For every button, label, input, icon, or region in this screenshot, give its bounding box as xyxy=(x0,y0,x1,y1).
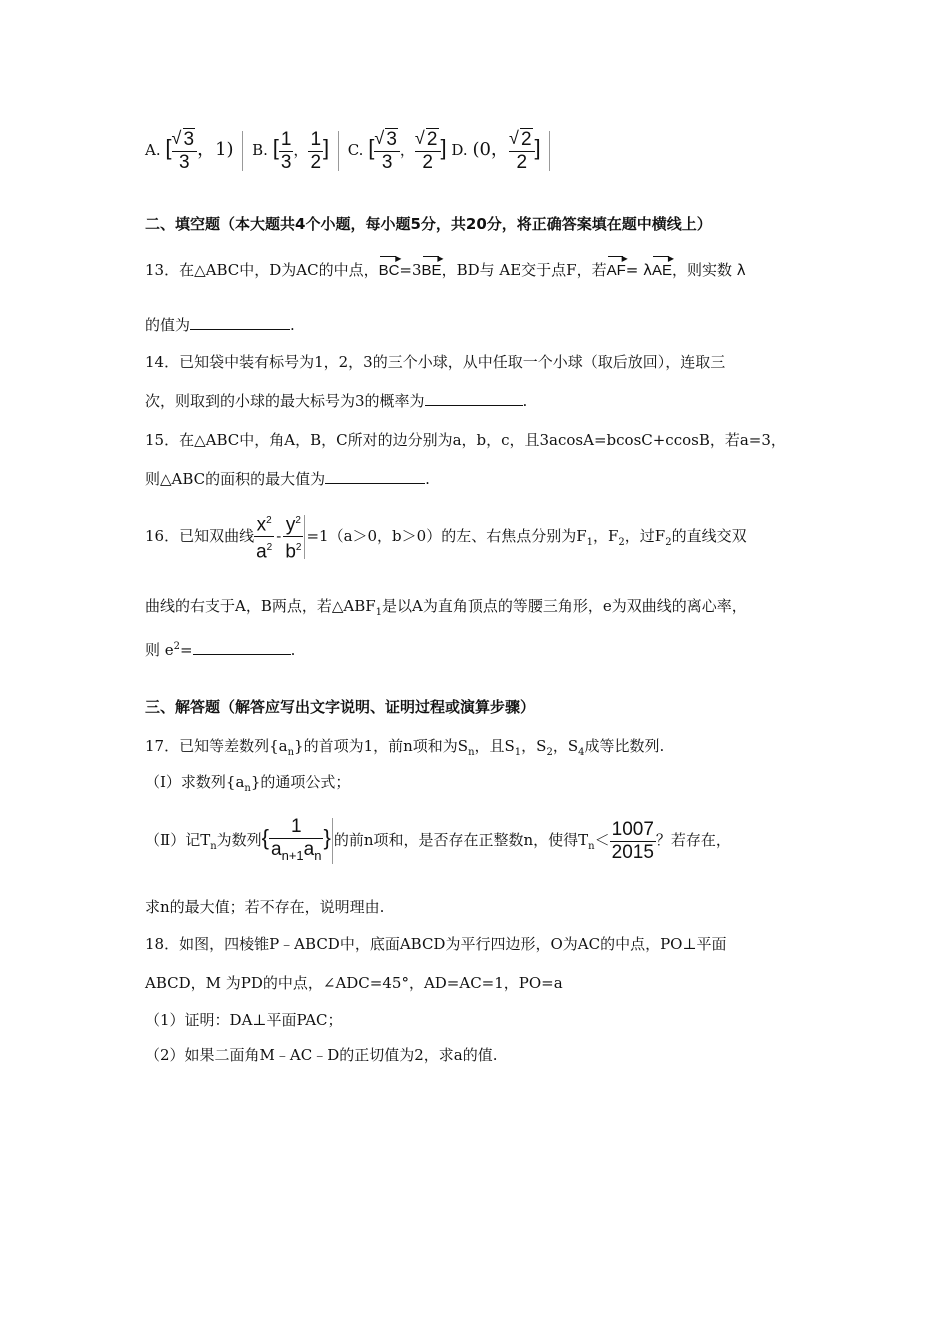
question-15-line-1: 15．在△ABC中，角A，B，C所对的边分别为a，b，c，且3acosA=bcosC+ccosB，若a=3， xyxy=(145,431,786,449)
question-16-line-2: 曲线的右支于A，B两点，若$\triangle ABF_1$是以A为直角顶点的等腰三角形，e为双曲线的离心率， xyxy=(145,597,747,618)
fraction-1007-2015: $\frac{1007}{2015}$ xyxy=(611,818,654,863)
question-16: 16．已知双曲线 $\frac{x^2}{a^2}$ - $\frac{y^2}{b^2}$ =1（a＞0，b＞0）的左、右焦点分别为$F_1$，$F_2$，过$F_2$的直线交双 xyxy=(145,510,747,568)
question-18-sub-2: （2）如果二面角M﹣AC﹣D的正切值为2，求a的值. xyxy=(145,1046,498,1064)
fraction-x2-a2: $\frac{x^2}{a^2}$ xyxy=(254,510,274,564)
question-14-line-2: 次，则取到的小球的最大标号为3的概率为 . xyxy=(145,392,528,410)
section-2-heading: 二、填空题（本大题共4个小题，每小题5分，共20分，将正确答案填在题中横线上） xyxy=(145,215,712,233)
section-3-heading: 三、解答题（解答应写出文字说明、证明过程或演算步骤） xyxy=(145,698,536,716)
question-15-line-2: 则△ABC的面积的最大值为 . xyxy=(145,470,430,488)
separator xyxy=(549,131,550,171)
separator xyxy=(242,131,243,171)
option-b-fraction-2: $\frac{1}{2}$ xyxy=(310,128,322,173)
question-17-line-last: 求n的最大值；若不存在，说明理由. xyxy=(145,898,385,916)
option-b-fraction-1: $\frac{1}{3}$ xyxy=(280,128,292,173)
question-13: 13．在△ABC中，D为AC的中点，BC ▶=3BE ▶，BD与 AE交于点F，若AF ▶= λAE ▶，则实数 λ xyxy=(145,253,746,281)
option-a-fraction: √ $\frac{3}{3}$ xyxy=(172,129,198,174)
question-18-line-2: ABCD，M 为PD的中点，∠ADC=45°，AD=AC=1，PO=a xyxy=(145,974,563,992)
question-17-part-2: （Ⅱ）记$T_n$为数列{ $\frac{1}{a_{n+1}a_n}$ } 的前n项和，是否存在正整数n，使得$T_n<$ $\frac{1007}{2015}$ ？若存在， xyxy=(145,810,731,875)
option-d-label: D. xyxy=(451,141,468,159)
question-18-sub-1: （1）证明：DA⊥平面PAC； xyxy=(145,1011,343,1029)
separator xyxy=(338,131,339,171)
option-d-fraction: √ $\frac{2}{2}$ xyxy=(509,129,535,174)
fraction-y2-b2: $\frac{y^2}{b^2}$ xyxy=(283,510,303,564)
fraction-reciprocal-an: $\frac{1}{a_{n+1}a_n}$ xyxy=(271,815,322,863)
question-16-line-3: 则 $e^2=$ . xyxy=(145,641,296,659)
answer-blank[interactable] xyxy=(193,640,291,655)
q12-options: A. [ √ $\frac{3}{3}$ ，1) B. [ $\frac{1}{3}$ ， $\frac{1}{2}$ ] C. [ √ $\frac{3}{3}$ ， √ $\frac{2}{2}$ ] D. (0， √ $\frac{2}{2}$ ] xyxy=(145,128,554,174)
option-c-fraction-1: √ $\frac{3}{3}$ xyxy=(374,129,400,174)
option-b-label: B. xyxy=(252,141,268,159)
question-17-part-1: （Ⅰ）求数列$\{a_n\}$的通项公式； xyxy=(145,773,351,794)
question-14-line-1: 14．已知袋中装有标号为1，2，3的三个小球，从中任取一个小球（取后放回），连取三 xyxy=(145,353,726,371)
answer-blank[interactable] xyxy=(190,315,290,330)
vector-af: AF ▶ xyxy=(607,253,626,281)
question-17-line-1: 17．已知等差数列$\{a_n\}$的首项为1，前n项和为$S_n$，且$S_1$，$S_2$，$S_4$成等比数列. xyxy=(145,737,665,758)
answer-blank[interactable] xyxy=(425,391,523,406)
vector-be: BE ▶ xyxy=(422,253,442,281)
vector-ae: AE ▶ xyxy=(652,253,672,281)
option-c-label: C. xyxy=(347,141,364,159)
vector-bc: BC ▶ xyxy=(379,253,400,281)
question-13-line-2: 的值为 . xyxy=(145,316,295,334)
answer-blank[interactable] xyxy=(325,469,425,484)
option-c-fraction-2: √ $\frac{2}{2}$ xyxy=(415,129,441,174)
question-18-line-1: 18．如图，四棱锥P﹣ABCD中，底面ABCD为平行四边形，O为AC的中点，PO⊥平面 xyxy=(145,935,727,953)
option-a-label: A. xyxy=(145,141,161,159)
